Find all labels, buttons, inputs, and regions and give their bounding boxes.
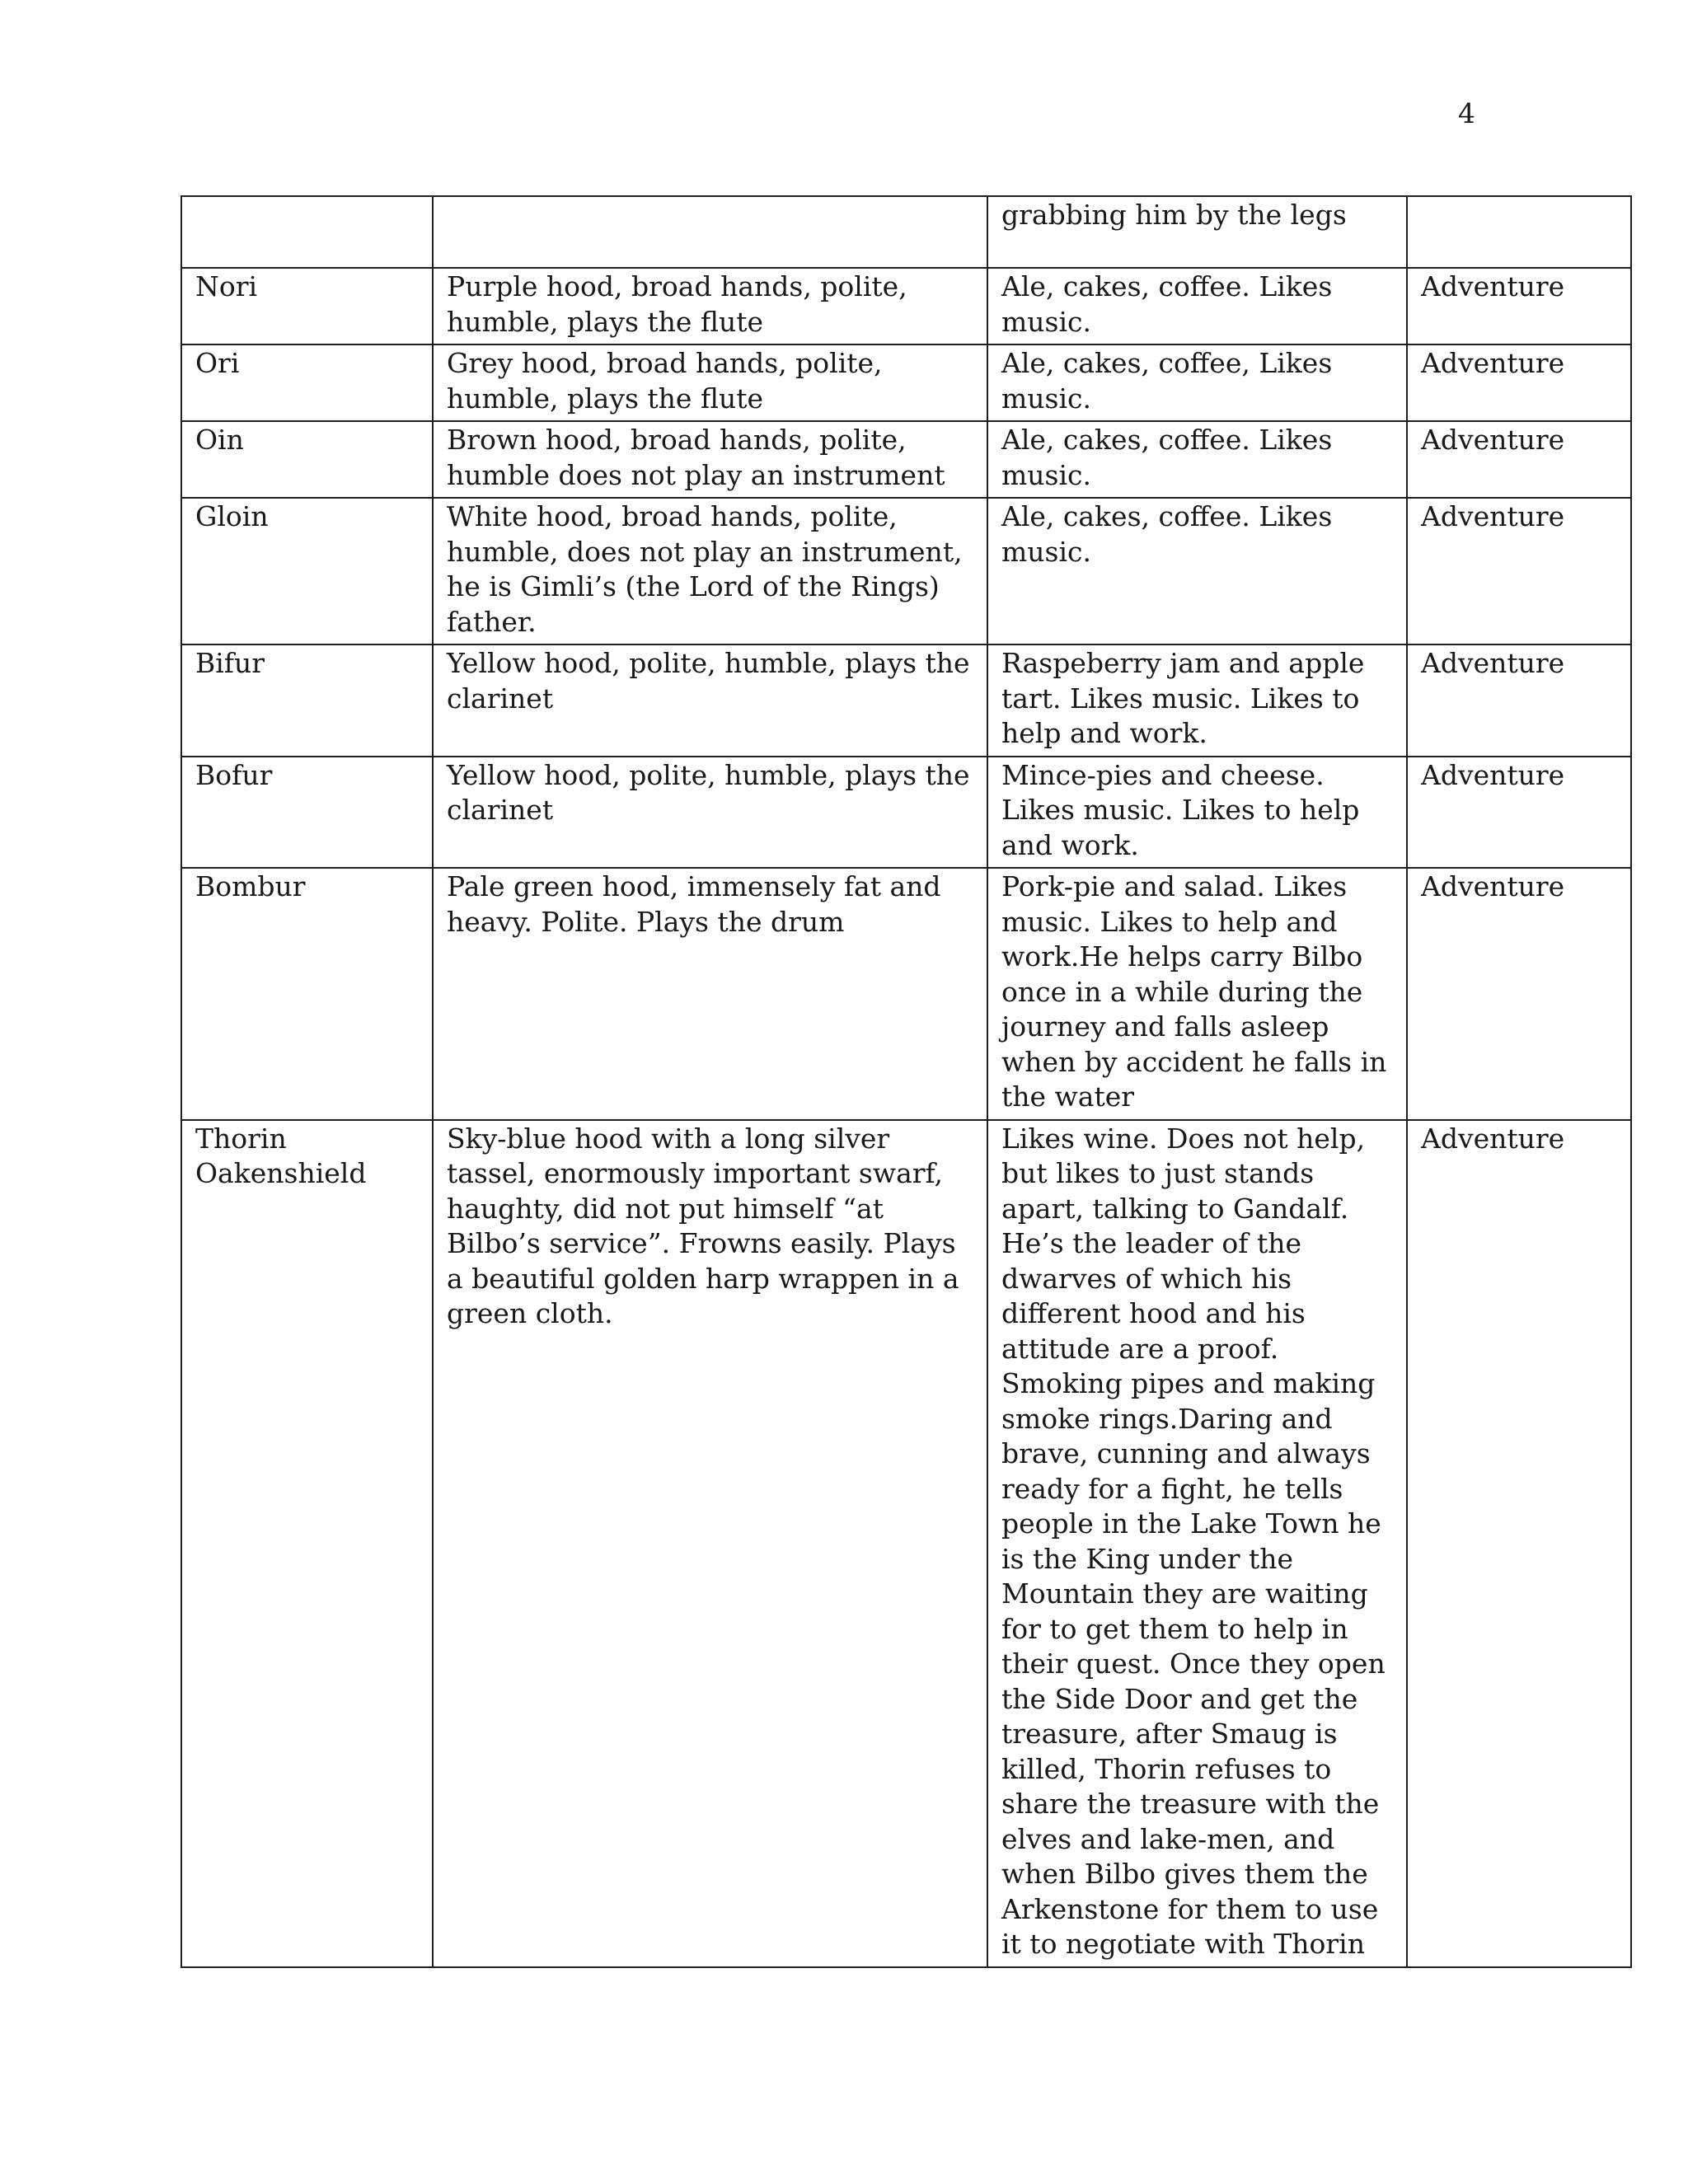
character-name-cell: Bofur <box>181 757 433 869</box>
character-name-cell: Ori <box>181 344 433 421</box>
character-likes-cell: Ale, cakes, coffee. Likes music. <box>987 498 1407 644</box>
character-likes-cell: Likes wine. Does not help, but likes to just stands apart, talking to Gandalf. He’s the leader of the dwarves of which his different hood and his attitude are a proof. Smoking pipes and making smoke rings.Daring and brave, cunning and always ready for a fight, he tells people in the Lake Town he is the King under the Mountain they are waiting for to get them to help in their quest. Once they open the Side Door and get the treasure, after Smaug is killed, Thorin refuses to share the treasure with the elves and lake-men, and when Bilbo gives them the Arkenstone for them to use it to negotiate with Thorin <box>987 1120 1407 1967</box>
character-likes-cell: Ale, cakes, coffee. Likes music. <box>987 268 1407 344</box>
character-description-cell: Pale green hood, immensely fat and heavy. Polite. Plays the drum <box>433 868 987 1120</box>
character-table <box>181 195 1632 1968</box>
table-row <box>181 268 1631 344</box>
character-description-cell: Brown hood, broad hands, polite, humble does not play an instrument <box>433 421 987 498</box>
character-description-cell: Purple hood, broad hands, polite, humble, plays the flute <box>433 268 987 344</box>
character-likes-cell: Pork-pie and salad. Likes music. Likes to help and work.He helps carry Bilbo once in a while during the journey and falls asleep when by accident he falls in the water <box>987 868 1407 1120</box>
character-genre-cell: Adventure <box>1407 757 1631 869</box>
character-genre-cell: Adventure <box>1407 868 1631 1120</box>
character-likes-cell: Raspeberry jam and apple tart. Likes music. Likes to help and work. <box>987 644 1407 757</box>
character-name-cell <box>181 196 433 268</box>
character-genre-cell: Adventure <box>1407 644 1631 757</box>
character-name-cell: Nori <box>181 268 433 344</box>
character-description-cell: Sky-blue hood with a long silver tassel, enormously important swarf, haughty, did not put himself “at Bilbo’s service”. Frowns easily. Plays a beautiful golden harp wrappen in a green cloth. <box>433 1120 987 1967</box>
character-genre-cell: Adventure <box>1407 1120 1631 1967</box>
character-description-cell <box>433 196 987 268</box>
character-name-cell: Bombur <box>181 868 433 1120</box>
character-name-cell: Thorin Oakenshield <box>181 1120 433 1967</box>
character-likes-cell: Ale, cakes, coffee, Likes music. <box>987 344 1407 421</box>
table-row <box>181 344 1631 421</box>
table-row <box>181 1120 1631 1967</box>
table-row <box>181 644 1631 757</box>
character-description-cell: Yellow hood, polite, humble, plays the clarinet <box>433 644 987 757</box>
table-row <box>181 421 1631 498</box>
character-likes-cell: Ale, cakes, coffee. Likes music. <box>987 421 1407 498</box>
character-genre-cell: Adventure <box>1407 268 1631 344</box>
character-description-cell: Yellow hood, polite, humble, plays the clarinet <box>433 757 987 869</box>
table-row <box>181 757 1631 869</box>
character-name-cell: Gloin <box>181 498 433 644</box>
character-likes-cell: Mince-pies and cheese. Likes music. Likes to help and work. <box>987 757 1407 869</box>
character-genre-cell: Adventure <box>1407 344 1631 421</box>
character-description-cell: Grey hood, broad hands, polite, humble, plays the flute <box>433 344 987 421</box>
table-row <box>181 498 1631 644</box>
character-name-cell: Oin <box>181 421 433 498</box>
character-genre-cell: Adventure <box>1407 498 1631 644</box>
table-row <box>181 196 1631 268</box>
table-row <box>181 868 1631 1120</box>
character-description-cell: White hood, broad hands, polite, humble, does not play an instrument, he is Gimli’s (the Lord of the Rings) father. <box>433 498 987 644</box>
character-name-cell: Bifur <box>181 644 433 757</box>
character-genre-cell <box>1407 196 1631 268</box>
page-number: 4 <box>1458 97 1475 129</box>
character-likes-cell: grabbing him by the legs <box>987 196 1407 268</box>
character-genre-cell: Adventure <box>1407 421 1631 498</box>
